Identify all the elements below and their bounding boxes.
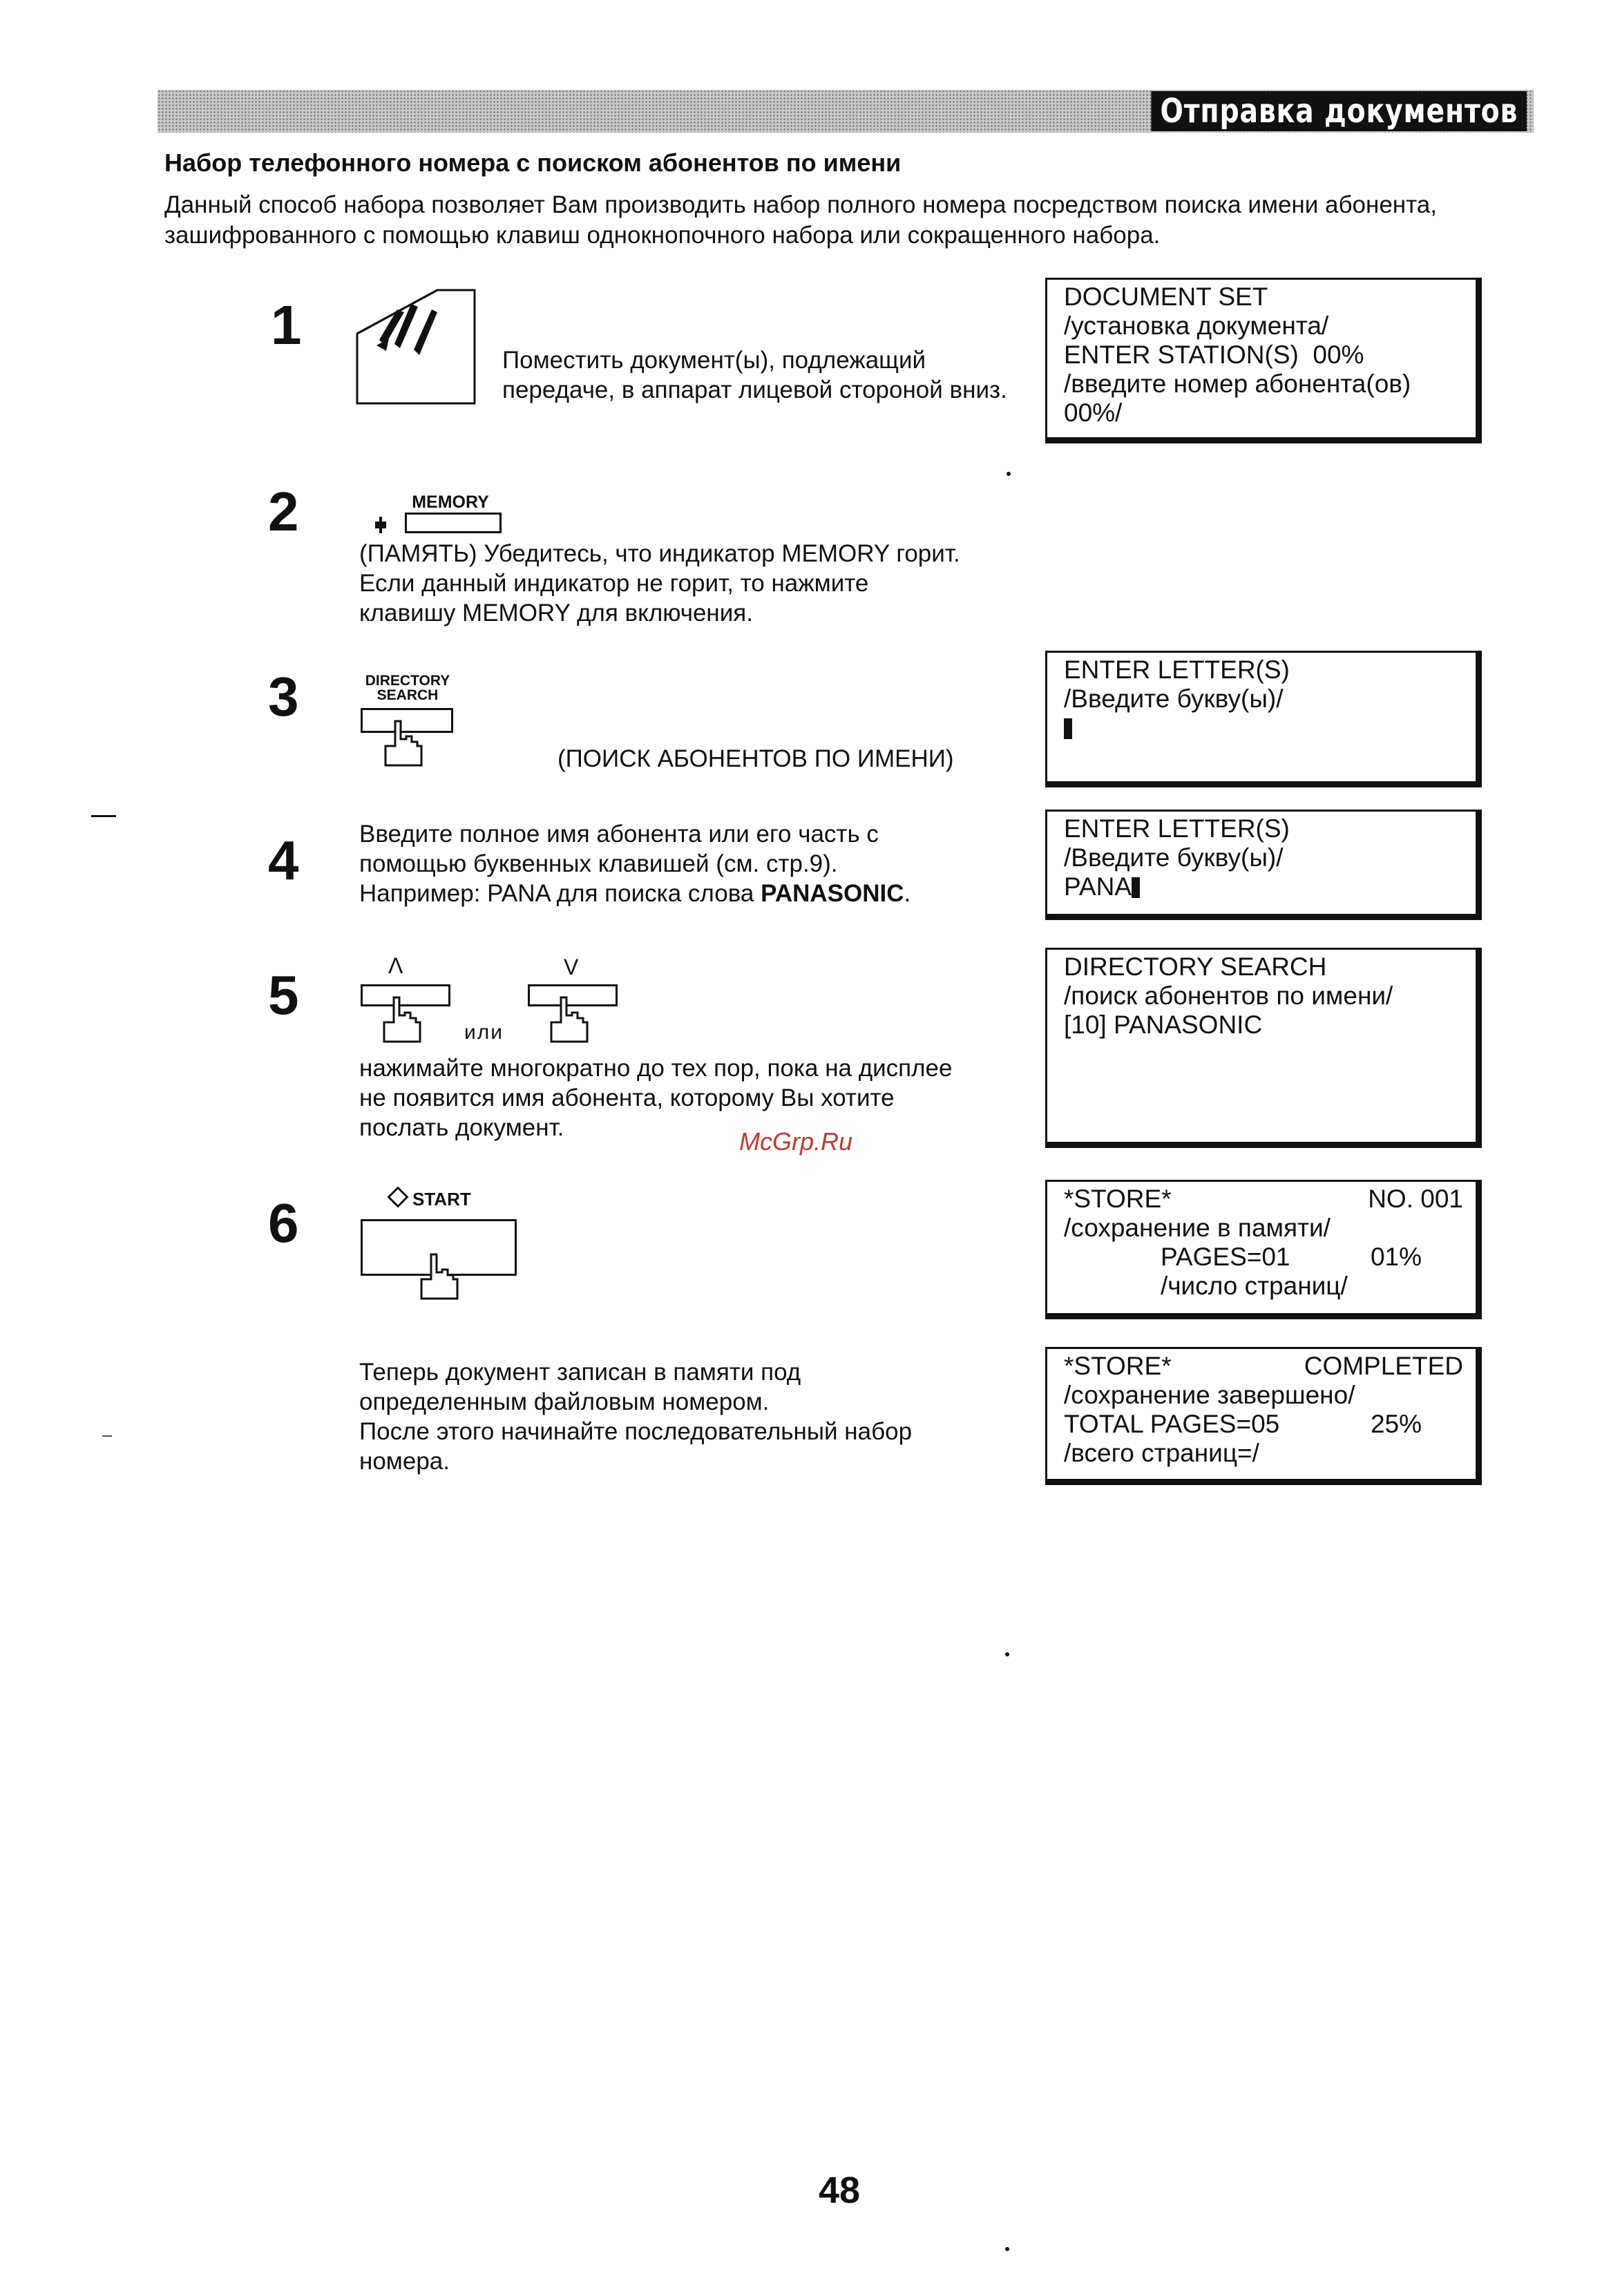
display-line: /Введите букву(ы)/ [1064,685,1284,713]
or-text: или [464,1021,504,1044]
step-4-line: Введите полное имя абонента или его часть с [359,821,879,848]
step-1-text: Поместить документ(ы), подлежащий передаче, в аппарат лицевой стороной вниз. [502,347,1007,403]
display-line [1064,714,1463,743]
margin-mark [91,815,116,817]
speck [1007,472,1011,476]
step-4-example-word: PANASONIC [761,880,904,907]
display-line: /число страниц/ [1161,1272,1348,1300]
display-total-pages: TOTAL PAGES=05 [1064,1410,1280,1438]
display-percent: 25% [1370,1410,1422,1438]
memory-button[interactable] [405,513,502,533]
step-5-line: нажимайте многократно до тех пор, пока на дисплее [359,1055,953,1082]
step-4-number: 4 [268,830,299,891]
section-banner [158,90,1534,133]
display-line: 00%/ [1064,399,1123,427]
step-6-line: номера. [359,1448,450,1475]
display-line: DOCUMENT SET [1064,283,1268,311]
display-status: COMPLETED [1304,1352,1463,1380]
display-line [1064,1410,1463,1439]
step-2-line: (ПАМЯТЬ) Убедитесь, что индикатор MEMORY горит. [359,540,960,567]
display-line [1064,872,1463,901]
display-line [1064,1352,1463,1381]
step-2-text [359,539,1036,628]
display-document-set [1045,278,1482,443]
pressing-hand-icon [379,995,427,1044]
display-enter-letters [1045,651,1482,787]
step-5-text [359,1053,1043,1142]
display-enter-letters-pana [1045,810,1482,920]
step-4-line: помощью буквенных клавишей (см. стр.9). [359,850,838,877]
memory-indicator-stem [379,517,382,533]
key-label-line: SEARCH [376,687,439,703]
watermark: McGrp.Ru [739,1127,853,1156]
directory-search-key-label [359,673,456,702]
step-4-text [359,819,1022,908]
step-2-line: Если данный индикатор не горит, то нажмите [359,570,869,597]
step-3-number: 3 [268,666,299,727]
cursor-icon [1132,877,1140,898]
key-label-line: DIRECTORY [365,673,450,689]
start-key-label [390,1189,471,1207]
display-percent: 01% [1370,1243,1422,1271]
display-directory-search [1045,948,1482,1148]
step-6-line: определенным файловым номером. [359,1388,770,1415]
intro-paragraph: Данный способ набора позволяет Вам производить набор полного номера посредством поиска имени абонента, зашифрованного с помощью клавиш однокнопочного набора или сокращенного набора. [164,191,1437,249]
display-store-completed [1045,1347,1482,1485]
memory-key-label: MEMORY [412,492,489,512]
display-store-label: *STORE* [1064,1352,1172,1380]
start-diamond-icon [387,1186,408,1207]
display-line: DIRECTORY SEARCH [1064,953,1327,981]
step-3-text: (ПОИСК АБОНЕНТОВ ПО ИМЕНИ) [557,745,954,772]
step-6-line: После этого начинайте последовательный набор [359,1418,913,1445]
display-line: /всего страниц=/ [1064,1439,1259,1467]
pressing-hand-icon [380,718,428,768]
step-5-number: 5 [268,964,299,1026]
document-insert-icon [356,289,480,406]
display-pages: PAGES=01 [1161,1243,1290,1271]
step-2-number: 2 [268,481,299,542]
step-4-line [359,879,1022,908]
display-file-number: NO. 001 [1368,1185,1463,1213]
step-4-example: Например: PANA для поиска слова [359,880,761,907]
display-line: ENTER LETTER(S) [1064,814,1290,843]
display-store-label: *STORE* [1064,1185,1172,1213]
step-1-number: 1 [271,294,302,356]
start-key-text: START [412,1189,471,1209]
page-number: 48 [819,2170,861,2211]
display-line: /поиск абонентов по имени/ [1064,982,1393,1010]
display-line: [10] PANASONIC [1064,1011,1263,1039]
display-store [1045,1180,1482,1319]
display-line: /установка документа/ [1064,312,1329,340]
margin-mark [102,1435,112,1437]
display-line: /Введите букву(ы)/ [1064,843,1284,872]
display-input-text: PANA [1064,872,1132,901]
up-key-label: Λ [388,953,403,978]
display-line: ENTER STATION(S) 00% [1064,341,1364,369]
step-5-line: не появится имя абонента, которому Вы хотите [359,1084,895,1111]
step-2-line: клавишу MEMORY для включения. [359,600,753,626]
pressing-hand-icon [416,1252,464,1301]
display-line: ENTER LETTER(S) [1064,656,1290,684]
display-line [1064,1185,1463,1214]
step-6-number: 6 [268,1192,299,1254]
display-line: /сохранение в памяти/ [1064,1214,1331,1242]
step-6-text [359,1357,1022,1476]
down-key-label: V [564,955,579,979]
step-5-line: послать документ. [359,1114,564,1141]
step-4-example-end: . [904,880,911,907]
section-title: Отправка документов [1151,91,1527,131]
display-line: /введите номер абонента(ов) [1064,370,1411,398]
display-line [1064,1243,1463,1272]
pressing-hand-icon [546,995,594,1044]
cursor-icon [1064,718,1072,739]
speck [1005,1652,1009,1656]
step-6-line: Теперь документ записан в памяти под [359,1359,801,1386]
speck [1005,2247,1009,2251]
display-line: /сохранение завершено/ [1064,1381,1355,1409]
page-heading: Набор телефонного номера с поиском абонентов по имени [164,149,902,177]
